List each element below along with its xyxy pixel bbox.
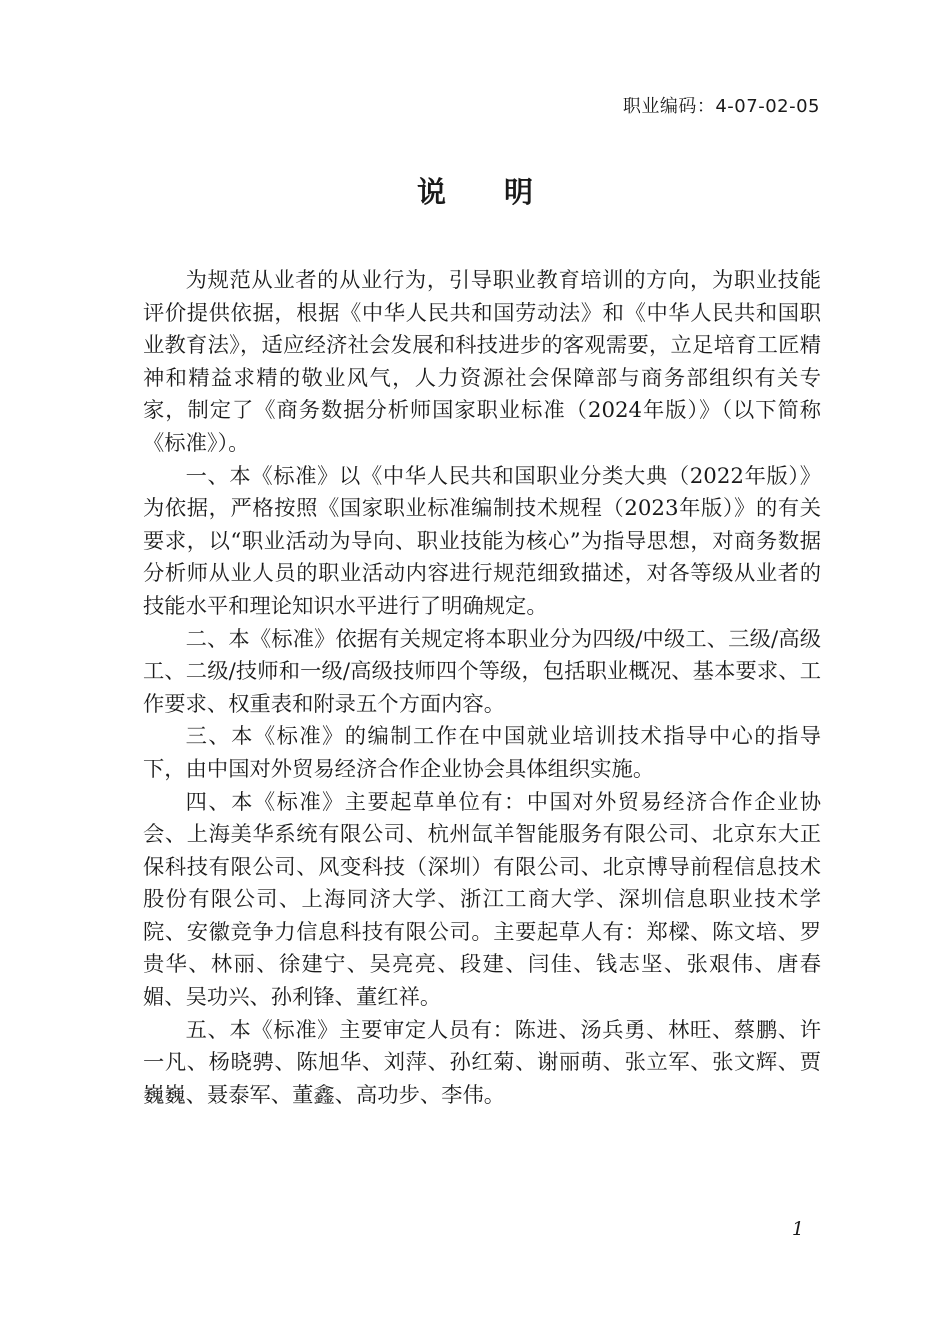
paragraph-two: 二、本《标准》依据有关规定将本职业分为四级/中级工、三级/高级工、二级/技师和一级/高级技师四个等级，包括职业概况、基本要求、工作要求、权重表和附录五个方面内容。 <box>143 626 821 717</box>
page-title: 说明 <box>416 175 591 209</box>
paragraph-four: 四、本《标准》主要起草单位有：中国对外贸易经济合作企业协会、上海美华系统有限公司、杭州氙羊智能服务有限公司、北京东大正保科技有限公司、风变科技（深圳）有限公司、北京博导前程信息技术股份有限公司、上海同济大学、浙江工商大学、深圳信息职业技术学院、安徽竞争力信息科技有限公司。主要起草人有：郑樑、陈文培、罗贵华、林丽、徐建宁、吴亮亮、段建、闫佳、钱志坚、张艰伟、唐春媚、吴功兴、孙利锋、董红祥。 <box>143 789 821 1011</box>
paragraph-five: 五、本《标准》主要审定人员有：陈进、汤兵勇、林旺、蔡鹏、许一凡、杨晓骋、陈旭华、刘萍、孙红菊、谢丽萌、张立军、张文辉、贾巍巍、聂泰军、董鑫、高功步、李伟。 <box>143 1017 821 1108</box>
body-text <box>143 265 821 1112</box>
paragraph-one: 一、本《标准》以《中华人民共和国职业分类大典（2022年版）》为依据，严格按照《国家职业标准编制技术规程（2023年版）》的有关要求，以“职业活动为导向、职业技能为核心”为指导思想，对商务数据分析师从业人员的职业活动内容进行规范细致描述，对各等级从业者的技能水平和理论知识水平进行了明确规定。 <box>143 463 821 619</box>
paragraph-intro: 为规范从业者的从业行为，引导职业教育培训的方向，为职业技能评价提供依据，根据《中华人民共和国劳动法》和《中华人民共和国职业教育法》，适应经济社会发展和科技进步的客观需要，立足培育工匠精神和精益求精的敬业风气，人力资源社会保障部与商务部组织有关专家，制定了《商务数据分析师国家职业标准（2024年版）》（以下简称《标准》）。 <box>143 268 821 456</box>
occupation-code: 职业编码：4-07-02-05 <box>622 96 820 117</box>
page-number: 1 <box>791 1218 804 1240</box>
paragraph-three: 三、本《标准》的编制工作在中国就业培训技术指导中心的指导下，由中国对外贸易经济合作企业协会具体组织实施。 <box>143 724 821 782</box>
